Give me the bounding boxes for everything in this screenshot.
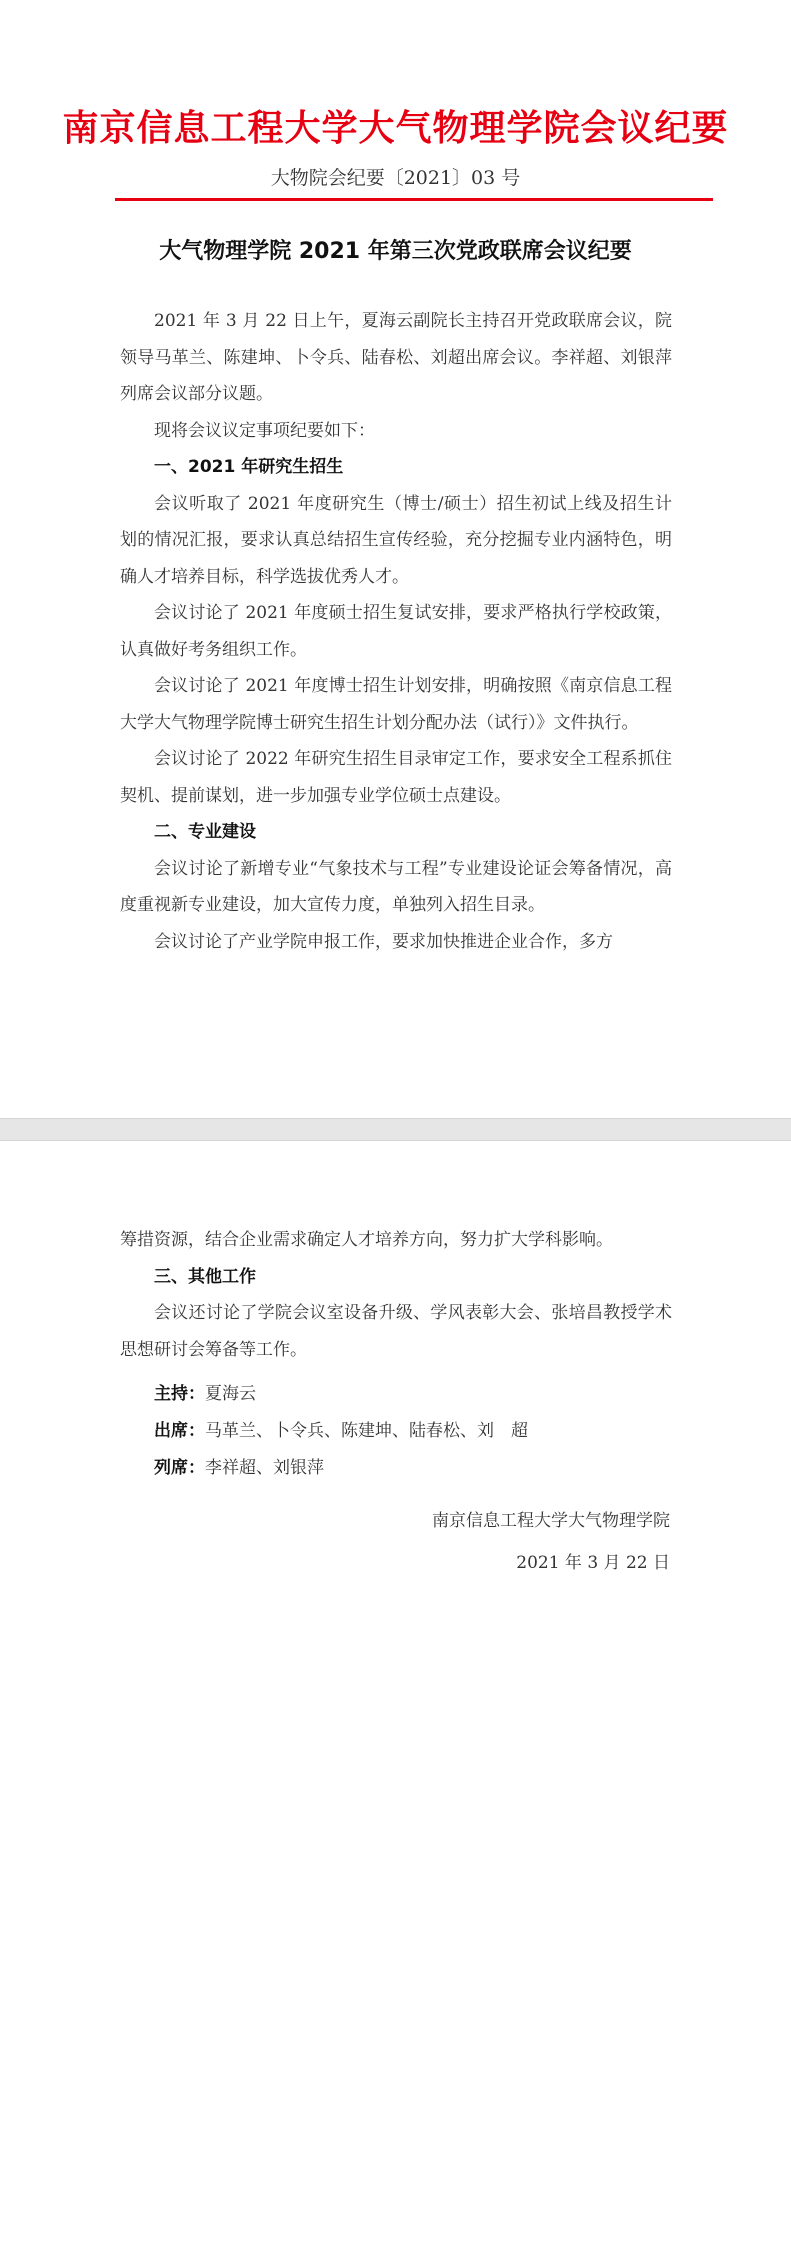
document-title: 大气物理学院 2021 年第三次党政联席会议纪要	[159, 239, 632, 264]
section1-paragraph-2: 会议讨论了 2021 年度硕士招生复试安排，要求严格执行学校政策，认真做好考务组织工作。	[120, 603, 672, 660]
section1-paragraph-4: 会议讨论了 2022 年研究生招生目录审定工作，要求安全工程系抓住契机、提前谋划，进一步加强专业学位硕士点建设。	[120, 749, 672, 806]
host-label: 主持：	[154, 1384, 205, 1404]
observers-label: 列席：	[154, 1458, 205, 1478]
page-separator	[0, 1118, 791, 1141]
document-number: 大物院会纪要〔2021〕03 号	[270, 167, 521, 189]
date-signature: 2021 年 3 月 22 日	[516, 1553, 670, 1573]
attendees-value: 马革兰、卜令兵、陈建坤、陆春松、刘 超	[205, 1421, 528, 1441]
host-value: 夏海云	[205, 1384, 256, 1404]
red-header-rule	[115, 198, 713, 201]
section2-paragraph-2-end: 筹措资源，结合企业需求确定人才培养方向，努力扩大学科影响。	[120, 1230, 613, 1250]
section1-heading: 一、2021 年研究生招生	[154, 457, 344, 477]
summary-lead: 现将会议议定事项纪要如下：	[154, 420, 375, 441]
page2-body	[120, 1222, 672, 1487]
section3-heading: 三、其他工作	[154, 1266, 256, 1287]
section1-paragraph-1: 会议听取了 2021 年度研究生（博士/硕士）招生初试上线及招生计划的情况汇报，要求认真总结招生宣传经验，充分挖掘专业内涵特色，明确人才培养目标，科学选拔优秀人才。	[120, 493, 672, 587]
section3-paragraph-1: 会议还讨论了学院会议室设备升级、学风表彰大会、张培昌教授学术思想研讨会筹备等工作。	[120, 1303, 672, 1360]
organization-signature: 南京信息工程大学大气物理学院	[432, 1511, 670, 1531]
section1-paragraph-3: 会议讨论了 2021 年度博士招生计划安排，明确按照《南京信息工程大学大气物理学院博士研究生招生计划分配办法（试行）》文件执行。	[120, 676, 672, 733]
intro-paragraph: 2021 年 3 月 22 日上午，夏海云副院长主持召开党政联席会议，院领导马革兰、陈建坤、卜令兵、陆春松、刘超出席会议。李祥超、刘银萍列席会议部分议题。	[120, 311, 672, 404]
host-row	[120, 1376, 672, 1413]
organization-title: 南京信息工程大学大气物理学院会议纪要	[62, 107, 729, 149]
section2-heading: 二、专业建设	[154, 822, 256, 842]
page1-body	[120, 303, 672, 960]
attendees-label: 出席：	[154, 1421, 205, 1441]
section2-paragraph-2-start: 会议讨论了产业学院申报工作，要求加快推进企业合作，多方	[154, 931, 613, 952]
section2-paragraph-1: 会议讨论了新增专业“气象技术与工程”专业建设论证会筹备情况，高度重视新专业建设，加大宣传力度，单独列入招生目录。	[120, 858, 672, 915]
document-page-1	[0, 0, 791, 1118]
attendees-row	[120, 1413, 672, 1450]
observers-value: 李祥超、刘银萍	[205, 1458, 324, 1478]
observers-row	[120, 1450, 672, 1487]
